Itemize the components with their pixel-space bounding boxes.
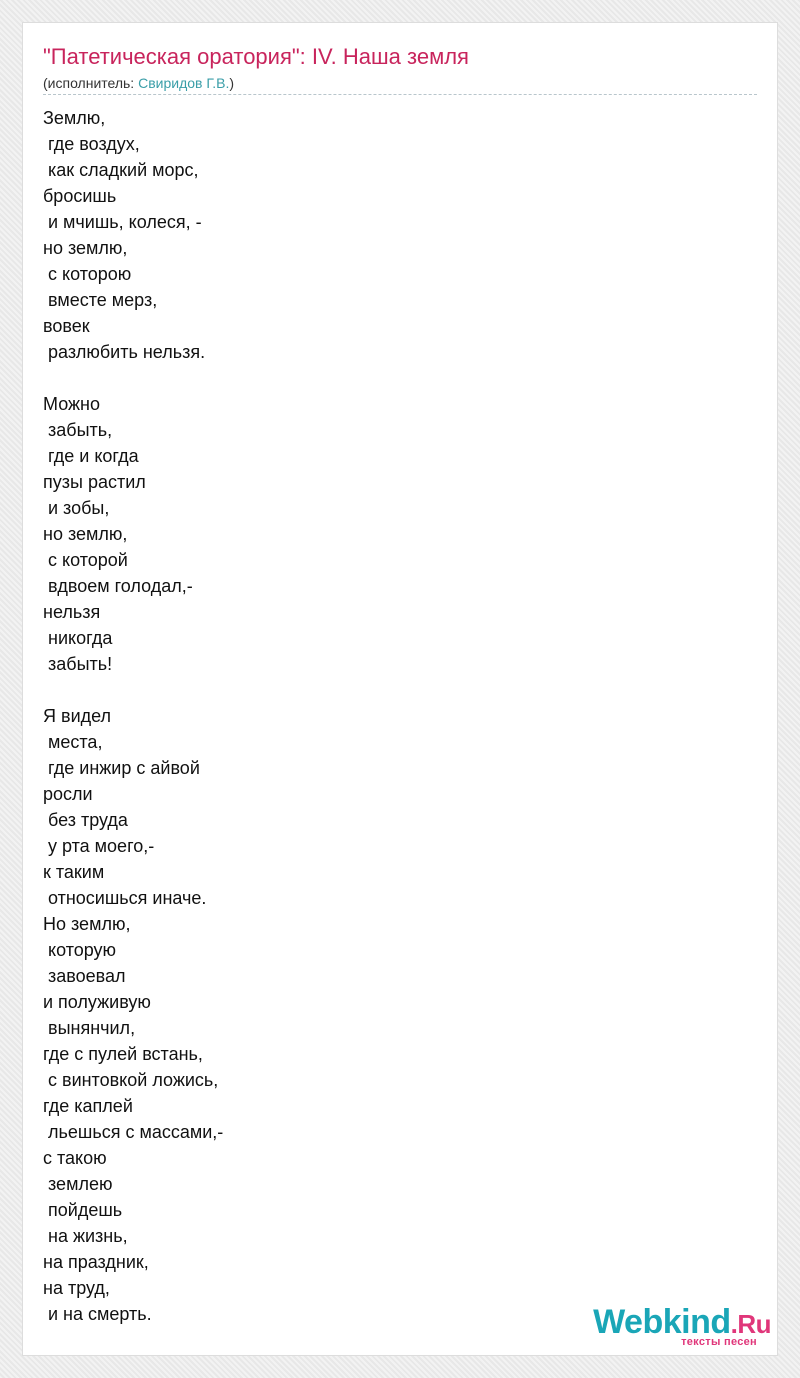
lyric-line: льешься с массами,- <box>43 1122 224 1142</box>
lyric-line: и на смерть. <box>43 1304 152 1324</box>
performer-link[interactable]: Свиридов Г.В. <box>138 75 230 91</box>
lyric-line: Землю, <box>43 108 106 128</box>
lyric-line: Можно <box>43 394 100 414</box>
performer-line <box>43 74 234 92</box>
lyric-line: места, <box>43 732 103 752</box>
lyric-line: вынянчил, <box>43 1018 136 1038</box>
lyric-line: росли <box>43 784 93 804</box>
lyric-line: на жизнь, <box>43 1226 128 1246</box>
lyric-line: вместе мерз, <box>43 290 158 310</box>
lyric-line: землею <box>43 1174 113 1194</box>
lyric-line: пойдешь <box>43 1200 123 1220</box>
lyric-line: но землю, <box>43 524 128 544</box>
lyric-line: где и когда <box>43 446 139 466</box>
lyric-line: где инжир с айвой <box>43 758 200 778</box>
lyric-line: где каплей <box>43 1096 133 1116</box>
lyric-line: забыть! <box>43 654 113 674</box>
lyric-line: на праздник, <box>43 1252 149 1272</box>
lyric-line: и мчишь, колеся, - <box>43 212 202 232</box>
lyric-line: с винтовкой ложись, <box>43 1070 219 1090</box>
lyrics-text <box>43 105 223 1327</box>
lyric-line: где с пулей встань, <box>43 1044 203 1064</box>
lyric-line: разлюбить нельзя. <box>43 342 206 362</box>
lyric-line: бросишь <box>43 186 117 206</box>
lyric-line: и полуживую <box>43 992 151 1012</box>
lyric-line: завоевал <box>43 966 126 986</box>
logo-word: Webkind <box>593 1303 731 1341</box>
lyric-line: вовек <box>43 316 90 336</box>
lyric-line: без труда <box>43 810 128 830</box>
lyric-line: с такою <box>43 1148 107 1168</box>
lyric-line: с которой <box>43 550 128 570</box>
lyric-line: пузы растил <box>43 472 146 492</box>
lyrics-card <box>22 22 778 1356</box>
lyric-line: относишься иначе. <box>43 888 207 908</box>
performer-prefix: (исполнитель: <box>43 75 139 91</box>
lyric-line: никогда <box>43 628 113 648</box>
lyric-line: забыть, <box>43 420 113 440</box>
lyric-line: вдвоем голодал,- <box>43 576 193 596</box>
lyric-line: как сладкий морс, <box>43 160 199 180</box>
lyric-line: которую <box>43 940 117 960</box>
lyric-line: с которою <box>43 264 132 284</box>
lyric-line: на труд, <box>43 1278 110 1298</box>
lyric-line: нельзя <box>43 602 101 622</box>
logo-tld: .Ru <box>730 1309 771 1339</box>
performer-suffix: ) <box>229 75 235 91</box>
lyric-line: Но землю, <box>43 914 131 934</box>
lyric-line: у рта моего,- <box>43 836 155 856</box>
lyric-line: но землю, <box>43 238 128 258</box>
song-title: "Патетическая оратория": IV. Наша земля <box>43 44 469 69</box>
lyric-line: где воздух, <box>43 134 140 154</box>
webkind-logo[interactable] <box>581 1305 771 1347</box>
lyric-line: Я видел <box>43 706 112 726</box>
divider <box>43 94 757 95</box>
lyric-line: к таким <box>43 862 105 882</box>
logo-tagline: тексты песен <box>681 1336 757 1348</box>
lyric-line: и зобы, <box>43 498 110 518</box>
